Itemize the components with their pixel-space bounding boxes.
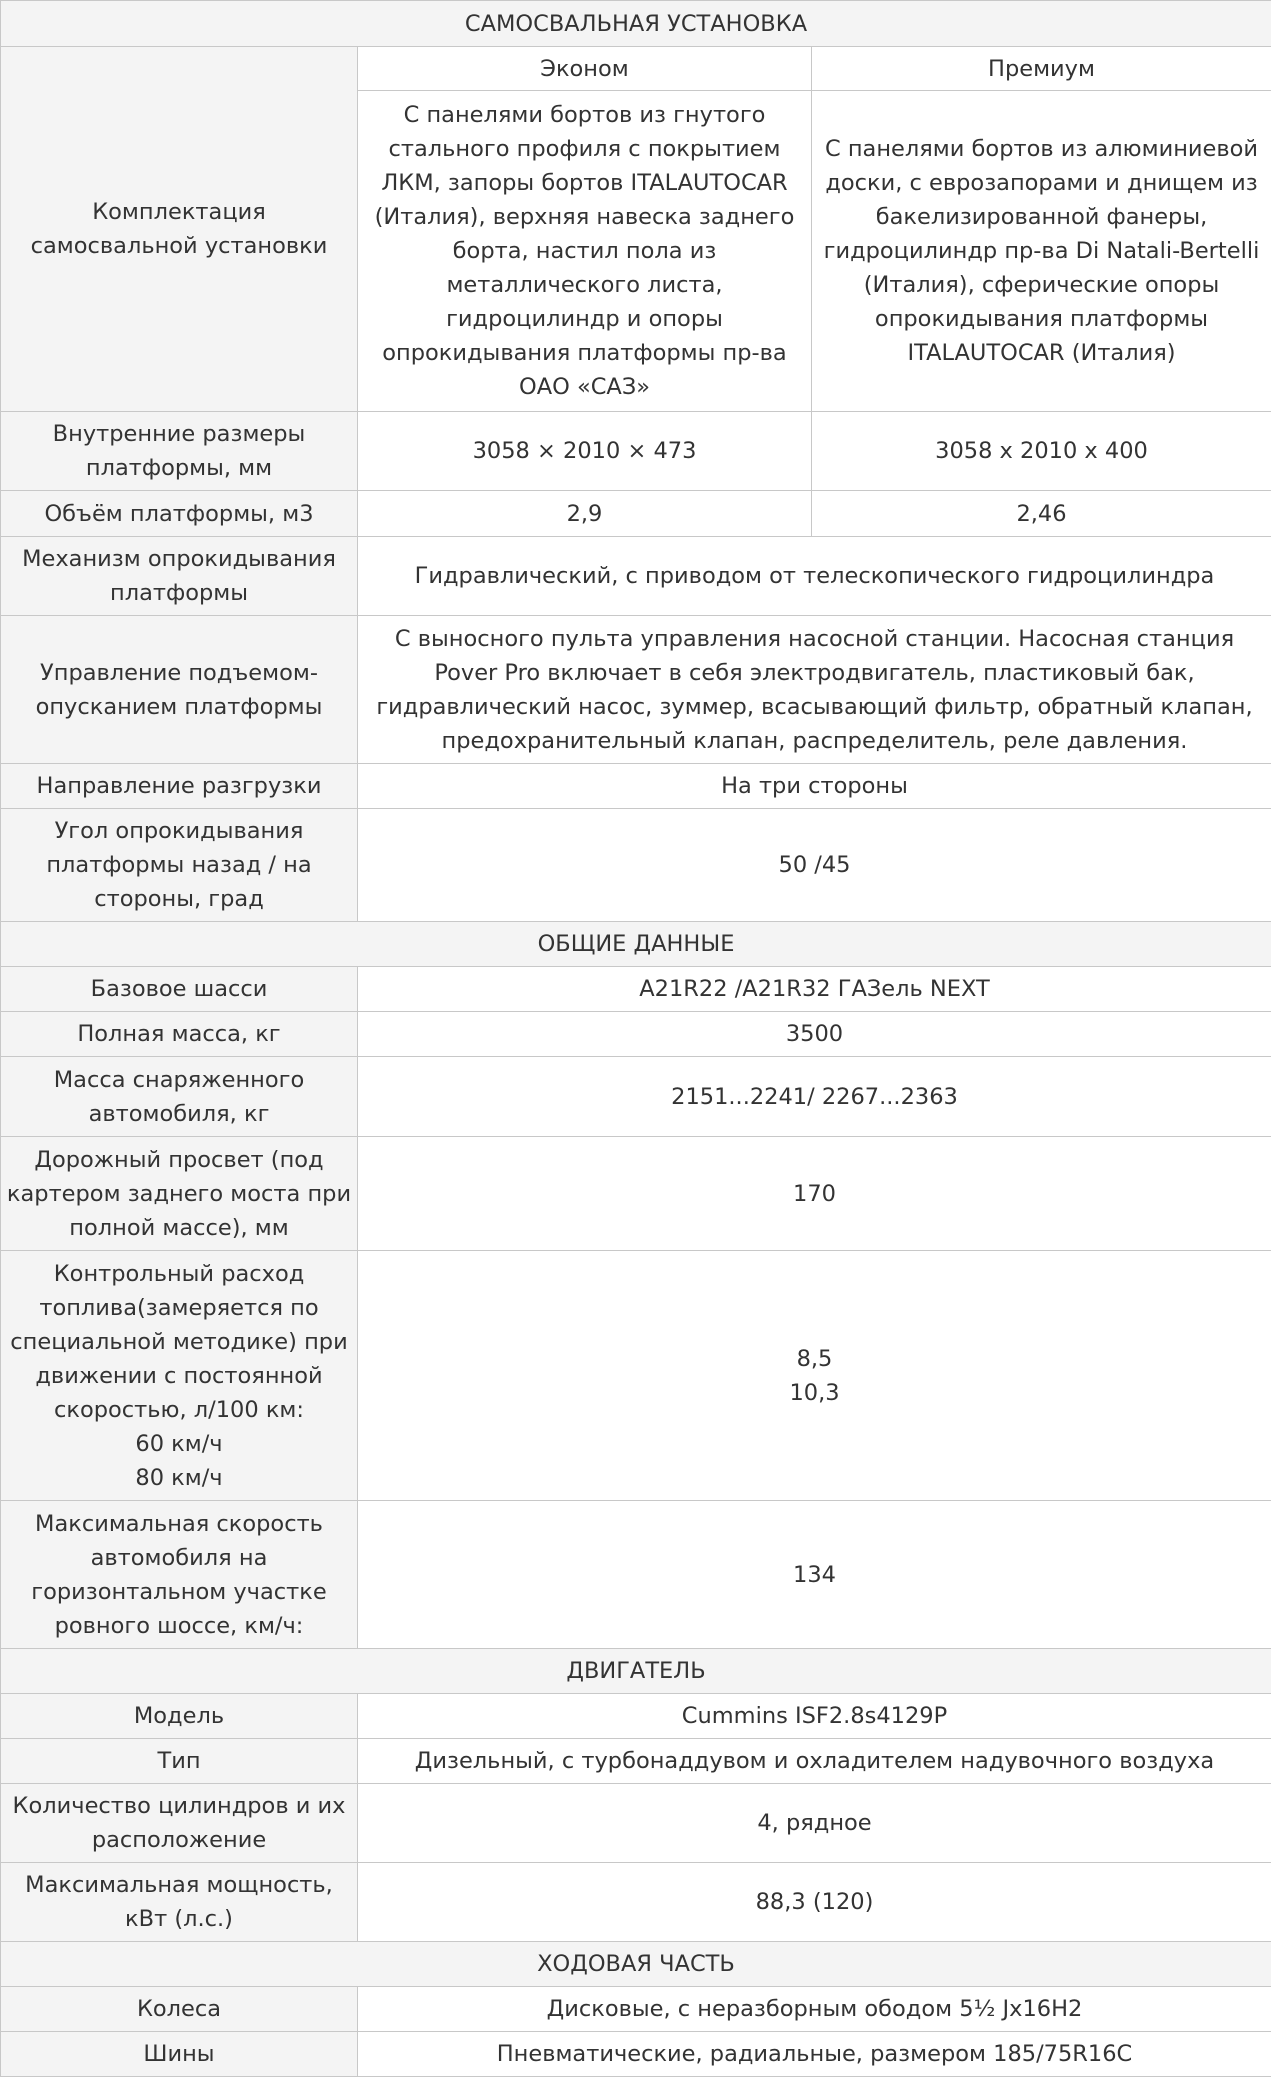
row-label-clearance: Дорожный просвет (под картером заднего моста при полной массе), мм: [1, 1137, 358, 1251]
section-row-chassis: [1, 1942, 1271, 1987]
row-label-wheels: Колеса: [1, 1987, 358, 2032]
row-label-cylinders: Количество цилиндров и их расположение: [1, 1784, 358, 1863]
row-label-power: Максимальная мощность, кВт (л.с.): [1, 1863, 358, 1942]
cell-fuel: [358, 1251, 1271, 1501]
row-label-max-speed: Максимальная скорость автомобиля на горизонтальном участке ровного шоссе, км/ч:: [1, 1501, 358, 1649]
fuel-label-text: Контрольный расход топлива(замеряется по специальной методике) при движении с постоянной скоростью, л/100 км:: [10, 1260, 348, 1423]
table-row-max-speed: [1, 1501, 1271, 1649]
section-title-engine: ДВИГАТЕЛЬ: [1, 1649, 1271, 1694]
column-header-econom: Эконом: [358, 47, 812, 91]
cell-power: 88,3 (120): [358, 1863, 1271, 1942]
row-label-gross-mass: Полная масса, кг: [1, 1012, 358, 1057]
table-row-equipment-head: [1, 47, 1271, 91]
cell-unload-dir: На три стороны: [358, 764, 1271, 809]
column-header-premium: Премиум: [812, 47, 1271, 91]
cell-clearance: 170: [358, 1137, 1271, 1251]
table-row-lift-control: [1, 616, 1271, 764]
table-row-engine-type: [1, 1739, 1271, 1784]
row-label-equipment: Комплектация самосвальной установки: [1, 47, 358, 412]
row-label-engine-type: Тип: [1, 1739, 358, 1784]
cell-inner-dims-econom: 3058 × 2010 × 473: [358, 412, 812, 491]
section-title-chassis: ХОДОВАЯ ЧАСТЬ: [1, 1942, 1271, 1987]
row-label-tires: Шины: [1, 2032, 358, 2077]
cell-equipment-premium: С панелями бортов из алюминиевой доски, с еврозапорами и днищем из бакелизированной фанеры, гидроцилиндр пр-ва Di Natali-Bertelli (Италия), сферические опоры опрокидывания платформы ITALAUTOCAR (Италия): [812, 91, 1271, 412]
row-label-curb-mass: Масса снаряженного автомобиля, кг: [1, 1057, 358, 1137]
fuel-speed-60: 60 км/ч: [135, 1430, 223, 1457]
row-label-volume: Объём платформы, м3: [1, 491, 358, 537]
cell-equipment-econom: С панелями бортов из гнутого стального профиля с покрытием ЛКМ, запоры бортов ITALAUTOCAR (Италия), верхняя навеска заднего борта, настил пола из металлического листа, гидроцилиндр и опоры опрокидывания платформы пр-ва ОАО «САЗ»: [358, 91, 812, 412]
row-label-inner-dims: Внутренние размеры платформы, мм: [1, 412, 358, 491]
row-label-fuel: [1, 1251, 358, 1501]
fuel-value-60: 8,5: [796, 1345, 833, 1372]
section-title-dump: САМОСВАЛЬНАЯ УСТАНОВКА: [1, 1, 1271, 47]
table-row-tipping-mech: [1, 537, 1271, 616]
row-label-tipping-mech: Механизм опрокидывания платформы: [1, 537, 358, 616]
table-row-clearance: [1, 1137, 1271, 1251]
table-row-fuel: [1, 1251, 1271, 1501]
table-row-power: [1, 1863, 1271, 1942]
table-row-wheels: [1, 1987, 1271, 2032]
cell-base-chassis: A21R22 /A21R32 ГАЗель NEXT: [358, 967, 1271, 1012]
section-row-dump: [1, 1, 1271, 47]
table-row-gross-mass: [1, 1012, 1271, 1057]
table-row-unload-dir: [1, 764, 1271, 809]
cell-curb-mass: 2151...2241/ 2267...2363: [358, 1057, 1271, 1137]
row-label-unload-dir: Направление разгрузки: [1, 764, 358, 809]
fuel-speed-80: 80 км/ч: [135, 1464, 223, 1491]
section-title-general: ОБЩИЕ ДАННЫЕ: [1, 922, 1271, 967]
row-label-engine-model: Модель: [1, 1694, 358, 1739]
table-row-cylinders: [1, 1784, 1271, 1863]
section-row-general: [1, 922, 1271, 967]
cell-cylinders: 4, рядное: [358, 1784, 1271, 1863]
fuel-value-80: 10,3: [789, 1379, 840, 1406]
table-row-tip-angle: [1, 809, 1271, 922]
cell-tipping-mech: Гидравлический, с приводом от телескопического гидроцилиндра: [358, 537, 1271, 616]
cell-gross-mass: 3500: [358, 1012, 1271, 1057]
cell-volume-premium: 2,46: [812, 491, 1271, 537]
cell-tip-angle: 50 /45: [358, 809, 1271, 922]
row-label-tip-angle: Угол опрокидывания платформы назад / на стороны, град: [1, 809, 358, 922]
table-row-base-chassis: [1, 967, 1271, 1012]
table-row-engine-model: [1, 1694, 1271, 1739]
table-row-inner-dims: [1, 412, 1271, 491]
cell-volume-econom: 2,9: [358, 491, 812, 537]
cell-inner-dims-premium: 3058 x 2010 x 400: [812, 412, 1271, 491]
row-label-base-chassis: Базовое шасси: [1, 967, 358, 1012]
table-row-curb-mass: [1, 1057, 1271, 1137]
row-label-lift-control: Управление подъемом-опусканием платформы: [1, 616, 358, 764]
table-row-volume: [1, 491, 1271, 537]
section-row-engine: [1, 1649, 1271, 1694]
cell-wheels: Дисковые, с неразборным ободом 5½ Jx16H2: [358, 1987, 1271, 2032]
table-row-tires: [1, 2032, 1271, 2077]
cell-engine-type: Дизельный, с турбонаддувом и охладителем надувочного воздуха: [358, 1739, 1271, 1784]
cell-tires: Пневматические, радиальные, размером 185/75R16C: [358, 2032, 1271, 2077]
cell-engine-model: Cummins ISF2.8s4129P: [358, 1694, 1271, 1739]
cell-lift-control: С выносного пульта управления насосной станции. Насосная станция Pover Pro включает в себя электродвигатель, пластиковый бак, гидравлический насос, зуммер, всасывающий фильтр, обратный клапан, предохранительный клапан, распределитель, реле давления.: [358, 616, 1271, 764]
cell-max-speed: 134: [358, 1501, 1271, 1649]
